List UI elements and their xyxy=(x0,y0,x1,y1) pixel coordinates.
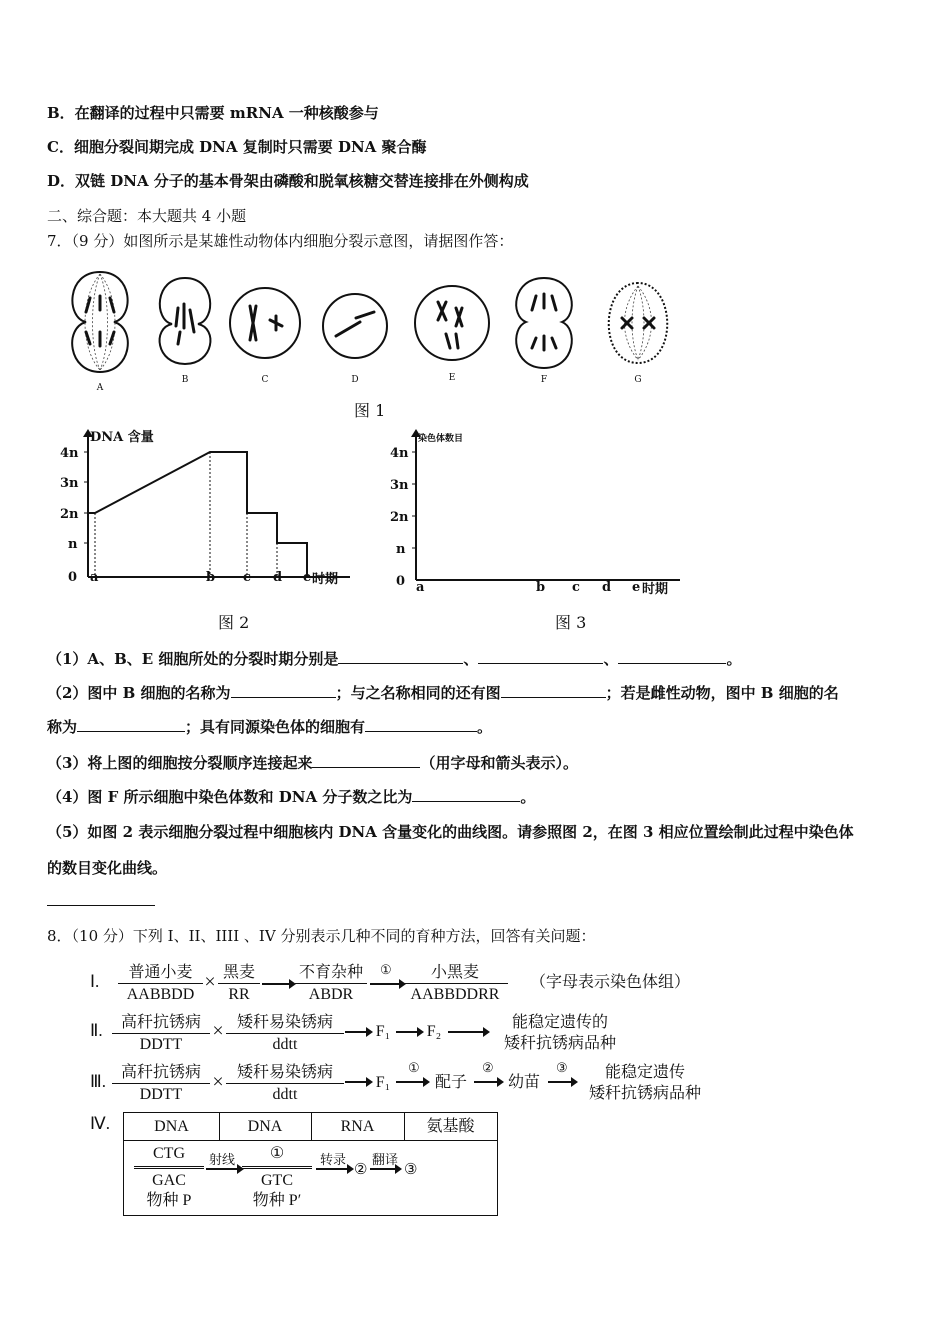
m2-f2: F₂ xyxy=(426,1023,442,1040)
m3-seedling: 幼苗 xyxy=(507,1074,540,1091)
m3-result: 能稳定遗传 矮秆抗锈病品种 xyxy=(588,1064,701,1102)
m3-parent2: 矮秆易染锈病 ddtt xyxy=(226,1062,344,1105)
m1-step-1: ① xyxy=(380,962,392,977)
m1-note: （字母表示染色体组） xyxy=(529,974,690,991)
fig2-xtick-a: a xyxy=(90,570,99,585)
q7-sub1: （1）A、B、E 细胞所处的分裂时期分别是 、 、 。 xyxy=(47,650,742,668)
fig3-xlabel: 时期 xyxy=(642,582,669,597)
fig3-ytick-4n: 4n xyxy=(390,446,409,461)
arrow-icon xyxy=(370,983,402,985)
m4-species-p-prime: 物种 P′ xyxy=(252,1192,302,1209)
fig2-ytick-4n: 4n xyxy=(60,446,79,461)
fig3-xtick-e: e xyxy=(632,580,641,595)
fig3-xtick-b: b xyxy=(536,580,546,595)
arrow-icon xyxy=(448,1031,486,1033)
fig3-xtick-c: c xyxy=(572,580,580,595)
arrow-icon xyxy=(345,1081,369,1083)
fig2-xlabel: 时期 xyxy=(312,572,339,587)
arrow-icon xyxy=(396,1081,426,1083)
cell-label-f: F xyxy=(540,375,548,385)
cell-label-e: E xyxy=(448,373,456,383)
m1-parent1: 普通小麦 AABBDD xyxy=(118,962,203,1005)
fig1-caption: 图 1 xyxy=(354,401,386,420)
cross-icon: × xyxy=(204,971,216,993)
fig2-ytick-3n: 3n xyxy=(60,476,79,491)
option-b: B．在翻译的过程中只需要 mRNA 一种核酸参与 xyxy=(47,104,379,122)
m3-f1: F₁ xyxy=(375,1074,391,1091)
m4-mutation-1: ① xyxy=(269,1145,285,1162)
cross-icon: × xyxy=(212,1071,224,1093)
answer-blank-2a[interactable] xyxy=(231,683,336,698)
fig3-ytick-n: n xyxy=(396,542,406,557)
answer-blank-1c[interactable] xyxy=(618,649,726,664)
m4-header-rna: RNA xyxy=(340,1118,375,1135)
answer-blank-3[interactable] xyxy=(312,753,420,768)
m4-header-amino: 氨基酸 xyxy=(426,1118,475,1135)
m3-gamete: 配子 xyxy=(434,1074,467,1091)
answer-blank-4[interactable] xyxy=(412,787,520,802)
m1-hybrid: 不育杂种 ABDR xyxy=(295,962,367,1005)
q7-sub2-line1: （2）图中 B 细胞的名称为 ；与之名称相同的还有图 ；若是雌性动物，图中 B 细胞的名 xyxy=(47,684,839,702)
m3-step-1: ① xyxy=(408,1060,420,1075)
cell-label-c: C xyxy=(261,375,269,385)
cell-label-d: D xyxy=(351,375,359,385)
m1-parent2: 黑麦 RR xyxy=(218,962,260,1005)
figure-2-dna-chart xyxy=(60,425,360,605)
arrow-icon xyxy=(396,1031,420,1033)
q7-sub2-line2: 称为 ；具有同源染色体的细胞有 。 xyxy=(47,718,493,736)
cell-label-b: B xyxy=(181,375,189,385)
arrow-icon xyxy=(474,1081,500,1083)
fig2-ytick-0: 0 xyxy=(68,570,78,585)
fig2-ytick-n: n xyxy=(68,537,78,552)
arrow-icon xyxy=(206,1168,240,1170)
answer-blank-2c[interactable] xyxy=(77,717,185,732)
q7-sub3: （3）将上图的细胞按分裂顺序连接起来 （用字母和箭头表示）。 xyxy=(47,754,578,772)
m2-f1: F₁ xyxy=(375,1023,391,1040)
cell-label-g: G xyxy=(634,375,642,385)
section-header: 二、综合题：本大题共 4 小题 xyxy=(47,207,247,225)
arrow-icon xyxy=(345,1031,369,1033)
figure-1-cells xyxy=(60,268,680,393)
m4-ctg: CTG xyxy=(153,1145,185,1162)
answer-blank-1a[interactable] xyxy=(338,649,463,664)
m4-radiation: 射线 xyxy=(209,1152,236,1167)
m3-parent1: 高秆抗锈病 DDTT xyxy=(112,1062,210,1105)
m4-gac: GAC xyxy=(152,1172,186,1189)
method-3-num: Ⅲ. xyxy=(90,1072,106,1091)
arrow-icon xyxy=(548,1081,574,1083)
fig3-xtick-a: a xyxy=(416,580,425,595)
fig3-xtick-d: d xyxy=(602,580,612,595)
cell-label-a: A xyxy=(96,383,104,393)
answer-blank-2b[interactable] xyxy=(501,683,606,698)
option-c: C．细胞分裂间期完成 DNA 复制时只需要 DNA 聚合酶 xyxy=(47,138,427,156)
q7-title: 7．（9 分）如图所示是某雄性动物体内细胞分裂示意图，请据图作答： xyxy=(47,232,514,250)
m4-step-2: ② xyxy=(354,1162,368,1178)
fig3-ytick-3n: 3n xyxy=(390,478,409,493)
m4-species-p: 物种 P xyxy=(146,1192,192,1209)
m4-translation: 翻译 xyxy=(372,1152,399,1167)
m2-result: 能稳定遗传的 矮秆抗锈病品种 xyxy=(503,1014,616,1052)
answer-blank-2d[interactable] xyxy=(365,717,477,732)
m4-header-dna-2: DNA xyxy=(247,1118,283,1135)
m4-header-dna-1: DNA xyxy=(154,1118,189,1135)
q8-title: 8．（10 分）下列 I、II、IIII 、IV 分别表示几种不同的育种方法，回答有关问题： xyxy=(47,927,596,945)
m3-step-2: ② xyxy=(482,1060,494,1075)
m3-step-3: ③ xyxy=(556,1060,568,1075)
m2-parent1: 高秆抗锈病 DDTT xyxy=(112,1012,210,1055)
arrow-icon xyxy=(316,1168,350,1170)
fig2-ytick-2n: 2n xyxy=(60,507,79,522)
answer-blank-1b[interactable] xyxy=(478,649,603,664)
m1-triticale: 小黑麦 AABBDDRR xyxy=(402,962,508,1005)
fig3-ytick-0: 0 xyxy=(396,574,406,589)
answer-blank-5[interactable] xyxy=(47,905,155,906)
cross-icon: × xyxy=(212,1020,224,1042)
method-2-num: Ⅱ. xyxy=(90,1021,103,1040)
q7-sub4: （4）图 F 所示细胞中染色体数和 DNA 分子数之比为 。 xyxy=(47,788,536,806)
fig2-ylabel: DNA 含量 xyxy=(90,430,154,445)
m4-step-3: ③ xyxy=(404,1162,418,1178)
arrow-icon xyxy=(370,1168,398,1170)
fig3-ytick-2n: 2n xyxy=(390,510,409,525)
method-4-num: Ⅳ. xyxy=(90,1114,110,1133)
fig2-xtick-b: b xyxy=(206,570,216,585)
q7-sub5-line1: （5）如图 2 表示细胞分裂过程中细胞核内 DNA 含量变化的曲线图。请参照图 2，在图 3 相应位置绘制此过程中染色体 xyxy=(47,823,854,841)
fig2-xtick-c: c xyxy=(243,570,251,585)
fig2-xtick-e: e xyxy=(303,570,312,585)
fig3-caption: 图 3 xyxy=(555,613,587,632)
q7-sub5-line2: 的数目变化曲线。 xyxy=(47,859,168,877)
option-d: D．双链 DNA 分子的基本骨架由磷酸和脱氧核糖交替连接排在外侧构成 xyxy=(47,172,529,190)
m4-transcription: 转录 xyxy=(320,1152,347,1167)
m4-gtc: GTC xyxy=(261,1172,293,1189)
figure-3-chromosome-chart xyxy=(390,425,690,605)
fig2-xtick-d: d xyxy=(273,570,283,585)
fig2-caption: 图 2 xyxy=(218,613,250,632)
m2-parent2: 矮秆易染锈病 ddtt xyxy=(226,1012,344,1055)
arrow-icon xyxy=(262,983,292,985)
m4-table xyxy=(123,1112,498,1216)
fig3-ylabel: 染色体数目 xyxy=(418,434,464,444)
method-1-num: Ⅰ. xyxy=(90,972,100,991)
